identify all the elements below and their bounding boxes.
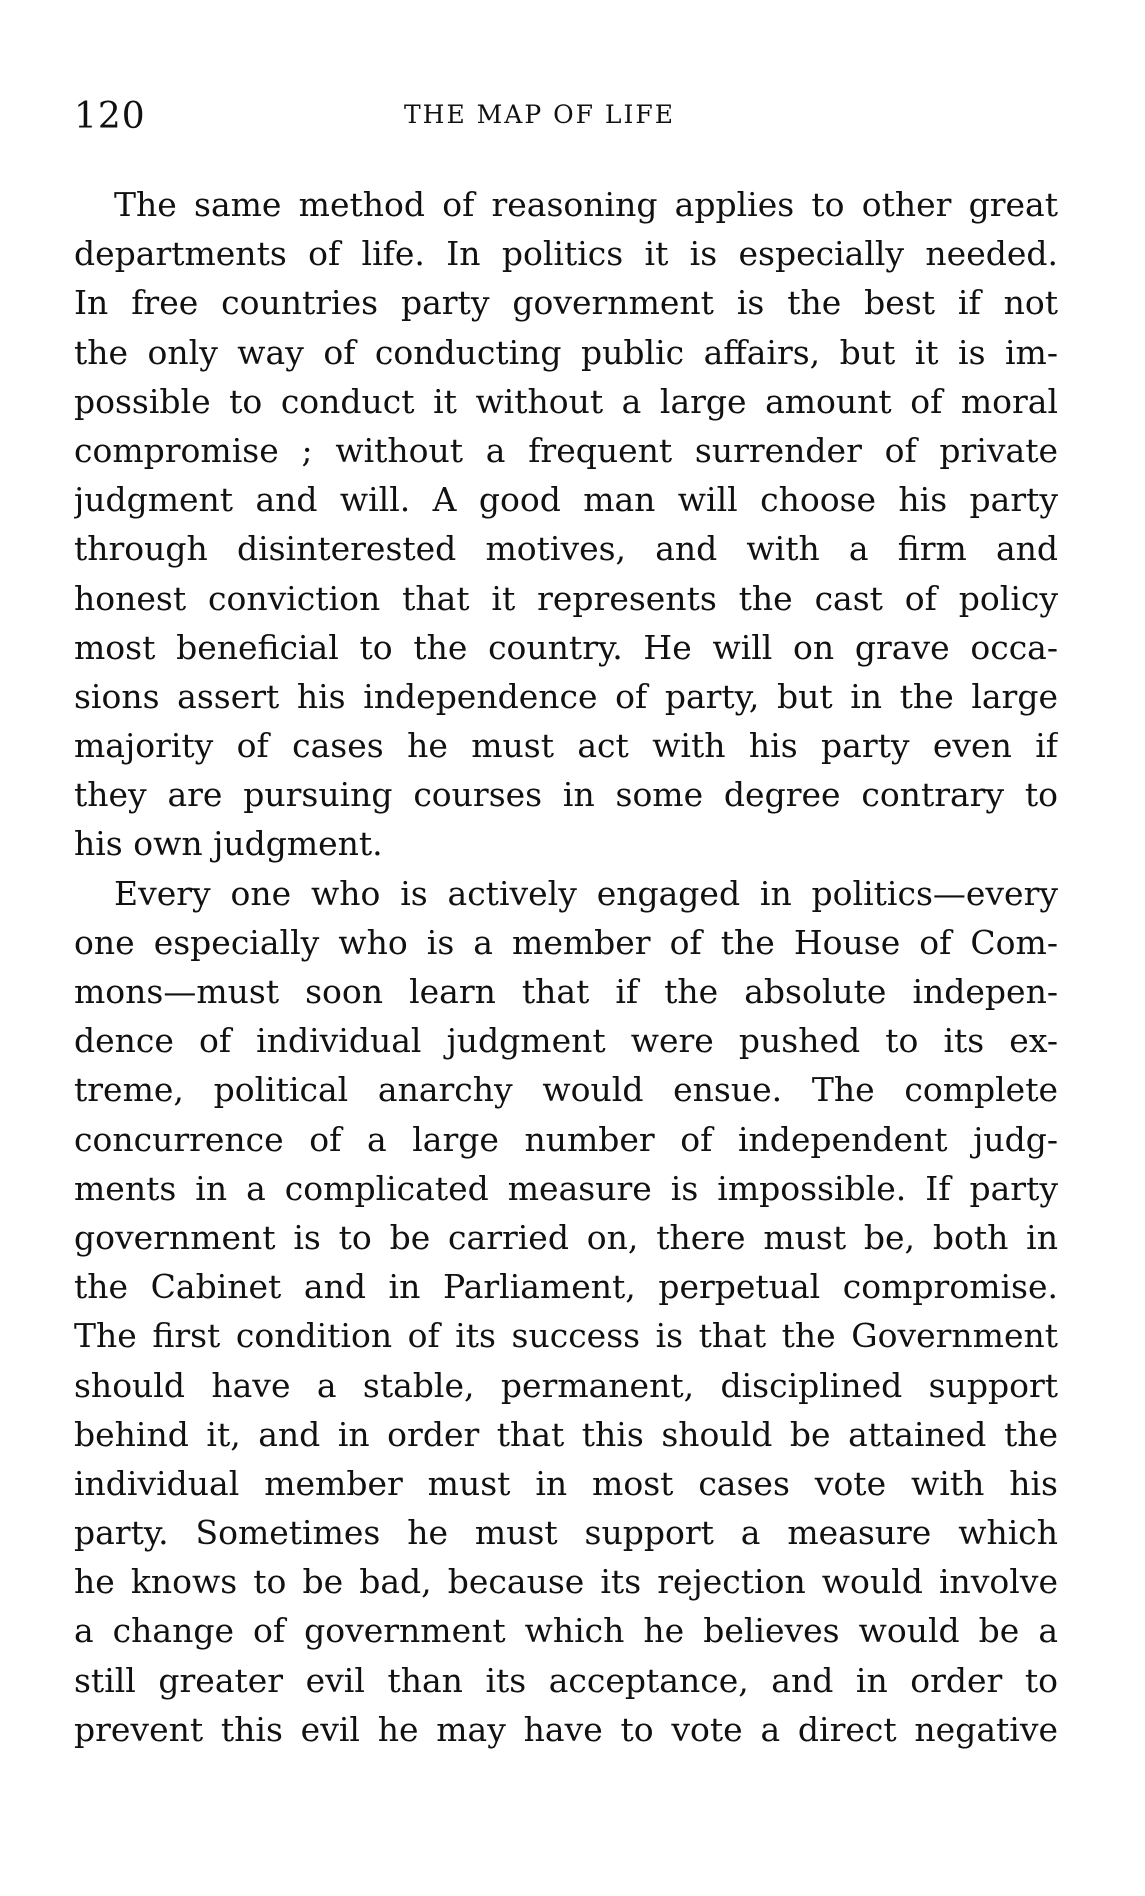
text-line: ments in a complicated measure is impossible. If party — [74, 1168, 1058, 1208]
text-line: through disinterested motives, and with a firm and — [74, 529, 1058, 569]
text-line: the Cabinet and in Parliament, perpetual compromise. — [74, 1267, 1058, 1307]
running-title: THE MAP OF LIFE — [404, 100, 675, 129]
text-line: should have a stable, permanent, disciplined support — [74, 1365, 1058, 1405]
text-line: a change of government which he believes would be a — [74, 1611, 1058, 1651]
text-line: Every one who is actively engaged in politics—every — [114, 873, 1058, 913]
text-line: he knows to be bad, because its rejection would involve — [74, 1562, 1058, 1602]
text-line: mons—must soon learn that if the absolute indepen- — [74, 972, 1058, 1011]
text-line: departments of life. In politics it is especially needed. — [74, 234, 1058, 274]
text-line: one especially who is a member of the House of Com- — [74, 922, 1058, 962]
text-line: concurrence of a large number of independent judg- — [74, 1119, 1058, 1159]
text-line: his own judgment. — [74, 824, 383, 864]
text-line: majority of cases he must act with his party even if — [74, 726, 1058, 766]
text-line: prevent this evil he may have to vote a direct negative — [74, 1709, 1058, 1749]
text-line: judgment and will. A good man will choose his party — [74, 480, 1058, 520]
text-line: possible to conduct it without a large amount of moral — [74, 381, 1058, 421]
text-line: they are pursuing courses in some degree contrary to — [74, 775, 1058, 815]
text-line: party. Sometimes he must support a measure which — [74, 1513, 1058, 1553]
text-line: honest conviction that it represents the cast of policy — [74, 578, 1058, 618]
page-number: 120 — [74, 96, 146, 137]
text-line: dence of individual judgment were pushed to its ex- — [74, 1021, 1058, 1061]
body-text — [74, 180, 1058, 1754]
text-line: The first condition of its success is that the Government — [74, 1316, 1058, 1356]
text-line: sions assert his independence of party, but in the large — [74, 676, 1058, 716]
text-line: The same method of reasoning applies to other great — [114, 185, 1058, 224]
text-line: compromise ; without a frequent surrender of private — [74, 430, 1058, 470]
running-head — [74, 96, 1064, 146]
text-line: government is to be carried on, there must be, both in — [74, 1217, 1058, 1257]
text-line: most beneficial to the country. He will on grave occa- — [74, 627, 1058, 667]
text-line: still greater evil than its acceptance, and in order to — [74, 1660, 1058, 1700]
text-line: behind it, and in order that this should be attained the — [74, 1414, 1058, 1454]
text-line: the only way of conducting public affairs, but it is im- — [74, 332, 1058, 372]
text-line: individual member must in most cases vote with his — [74, 1463, 1058, 1503]
text-line: treme, political anarchy would ensue. The complete — [74, 1070, 1058, 1110]
text-line: In free countries party government is the best if not — [74, 283, 1058, 323]
